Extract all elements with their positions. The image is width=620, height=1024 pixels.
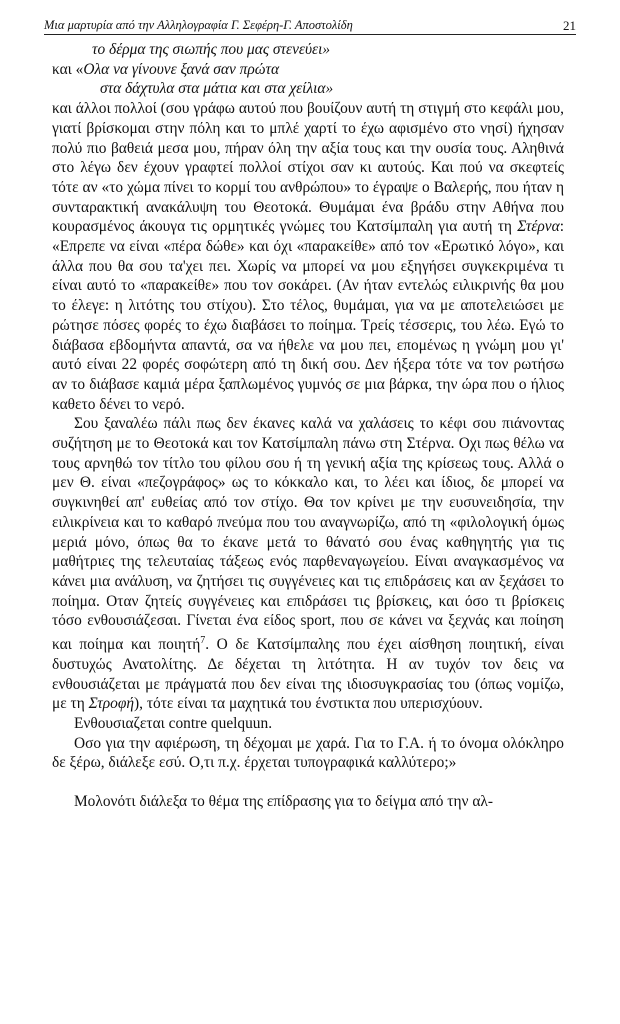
footnote-marker[interactable]: 7 bbox=[200, 635, 206, 647]
paragraph-text: . Ο δε Κατσίμπαλης που έχει αίσθηση ποιητική, είναι δυστυχώς Ανατολίτης. Δε δέχεται τη λιτότητα. Η αν τυχόν τον δεις να ενθουσιάζεται με πράγματά που δεν είναι της ιδιοσυγκρασίας του (όπως νομίζω, με τη bbox=[52, 636, 564, 713]
paragraph bbox=[52, 414, 564, 714]
paragraph-text: και άλλοι πολλοί (σου γράφω αυτού που βουίζουν αυτή τη στιγμή στο κεφάλι μου, γιατί βρίσκομαι στην πόλη και το μπλέ χαρτί το έχω αφισμένο στο νησί) ήχησαν πολύ πιο βαθειά μεσα μου, πήραν όλη την αξία τους και την ουσία τους. Αληθινά στο λέγω δεν έχουν γραφτεί πολλοί στίχοι σαν κι αυτούς. Και πού να σκεφτείς τότε αν «το χώμα πίνει το κορμί του ανθρώπου» το έγραψε ο Βαλερής, που ήταν η συνταρακτική ανακάλυψη του Θεοτοκά. Θυμάμαι ένα βράδυ στην Αθήνα που κουρασμένος άκουγα τις ορμητικές γνώμες του Κατσίμπαλη για αυτή τη bbox=[52, 100, 564, 236]
poem-line bbox=[52, 60, 564, 80]
paragraph-text: ), τότε είναι τα μαχητικά του ένστικτα που υπερισχύουν. bbox=[134, 695, 483, 713]
running-header bbox=[44, 12, 576, 34]
header-rule bbox=[44, 34, 576, 35]
poem-line: στα δάχτυλα στα μάτια και στα χείλια» bbox=[100, 80, 334, 98]
paragraph bbox=[52, 99, 564, 414]
poem-line-text: Ολα να γίνουνε ξανά σαν πρώτα bbox=[83, 60, 280, 78]
paragraph-text: : «Επρεπε να είναι «πέρα δώθε» και όχι «παρακείθε» από τον «Ερωτικό λόγο», και άλλα που θα σου τα'χει πει. Χωρίς να μπορεί να μου εξηγήσει συγκεκριμένα τι είναι αυτό το «παρακείθε» που τον σοκάρει. (Αν ήταν εντελώς ειλικρινής θα μου το έλεγε: η λιτότης του στίχου). Στο τέλος, θυμάμαι, για να με αποτελειώσει με ρώτησε πόσες φορές το έχω διαβάσει το ποίημα. Τρείς τέσσερις, του λέω. Εγώ το διάβασα εβδομήντα απαντά, σα να ήθελε να μου πει, επομένως η γνώμη μου γι' αυτό είναι 22 φορές σοφώτερη από τη δική σου. Δεν ήξερα τότε να τον ρωτήσω αν το διάβασε καμιά μέρα ξαπλωμένος γυμνός σε μια βάρκα, την ώρα που ο ήλιος καθετο δένει το νερό. bbox=[52, 218, 564, 413]
paragraph-gap bbox=[52, 773, 564, 792]
running-title: Μια μαρτυρία από την Αλληλογραφία Γ. Σεφέρη-Γ. Αποστολίδη bbox=[44, 18, 353, 32]
poem-line: το δέρμα της σιωπής που μας στενεύει» bbox=[92, 41, 331, 58]
emphasis-title: Στροφή bbox=[88, 695, 135, 713]
body-text bbox=[52, 40, 564, 812]
page-number: 21 bbox=[563, 18, 576, 33]
paragraph-text: Σου ξαναλέω πάλι πως δεν έκανες καλά να χαλάσεις το κέφι σου πιάνοντας συζήτηση με το Θεοτοκά και τον Κατσίμπαλη πάνω στη Στέρνα. Οχι πως θέλω να τους αρνηθώ τον τίτλο του φίλου σου ή τη γενική αξία της κρίσεως τους. Αλλά ο μεν Θ. είναι «πεζογράφος» ως το κόκκαλο και, το λέει και ίδιος, δε μπορεί να συγκινηθεί απ' ευθείας από τον στίχο. Θα τον κρίνει με την ευσυνειδησία, την ειλικρίνεια και το καθαρό πνεύμα που του αναγνωρίζω, από τη «φιλολογική όμως μεριά μόνο, όπως θα το έκανε μετά το θάνατό σου ένας καθηγητής για τις μαθήτριες της τελευταίας τάξεως ενός παρθεναγωγείου. Είναι αναγκασμένος να κάνει μια ανάλυση, να ζητήσει τις συγγένειες και τις επιδράσεις και αν ξεχάσει το ποίημα. Οταν ζητείς συγγένειες και επιδράσει τις βρίσκεις, και όσο τι βρίσκεις τόσο ενθουσιάζεσαι. Γίνεται ένα είδος sport, που σε κάνει να ξεχνάς και ποίηση και ποίημα και ποιητή bbox=[52, 415, 564, 654]
emphasis-title: Στέρνα bbox=[517, 218, 560, 236]
poem-connector: και « bbox=[52, 60, 84, 78]
paragraph: Μολονότι διάλεξα το θέμα της επίδρασης για το δείγμα από την αλ- bbox=[74, 793, 493, 811]
paragraph: Οσο για την αφιέρωση, τη δέχομαι με χαρά. Για το Γ.Α. ή το όνομα ολόκληρο δε ξέρω, διάλεξε εσύ. Ο,τι π.χ. έρχεται τυπογραφικά καλλύτερο;» bbox=[52, 734, 564, 772]
paragraph: Ενθουσιαζεται contre quelquun. bbox=[74, 715, 273, 733]
